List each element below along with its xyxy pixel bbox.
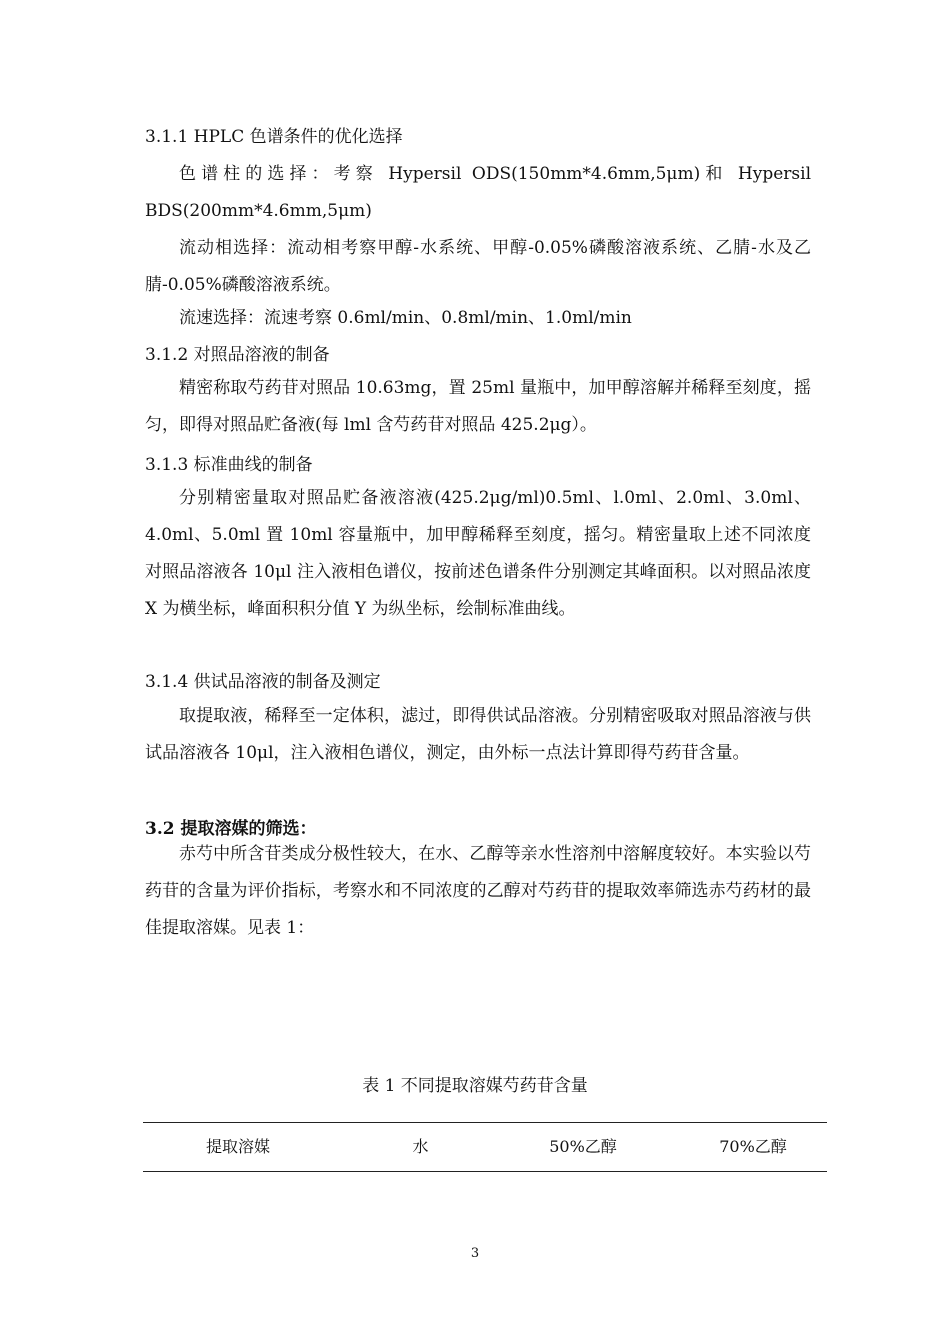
paragraph-solvent-screening: 赤芍中所含苷类成分极性较大，在水、乙醇等亲水性溶剂中溶解度较好。本实验以芍药苷的含量为评价指标，考察水和不同浓度的乙醇对芍药苷的提取效率筛选赤芍药材的最佳提取溶媒。见表 1： <box>145 844 811 938</box>
page-number: 3 <box>470 1246 480 1261</box>
paragraph-reference-solution: 精密称取芍药苷对照品 10.63mg，置 25ml 量瓶中，加甲醇溶解并稀释至刻度，摇匀，即得对照品贮备液(每 lml 含芍药苷对照品 425.2μg）。 <box>145 378 811 435</box>
heading-3-1-1: 3.1.1 HPLC 色谱条件的优化选择 <box>145 127 403 147</box>
table-caption: 表 1 不同提取溶媒芍药苷含量 <box>362 1076 588 1096</box>
heading-3-1-4: 3.1.4 供试品溶液的制备及测定 <box>145 672 381 692</box>
paragraph-flow-rate: 流速选择：流速考察 0.6ml/min、0.8ml/min、1.0ml/min <box>179 308 632 328</box>
table-header-ethanol-50: 50%乙醇 <box>549 1137 617 1156</box>
table-header-solvent: 提取溶媒 <box>205 1137 270 1156</box>
heading-3-2: 3.2 提取溶媒的筛选： <box>145 819 317 839</box>
data-table <box>143 1122 827 1172</box>
paragraph-standard-curve: 分别精密量取对照品贮备液溶液(425.2μg/ml)0.5ml、l.0ml、2.0ml、3.0ml、4.0ml、5.0ml 置 10ml 容量瓶中，加甲醇稀释至刻度，摇匀。精密量取上述不同浓度对照品溶液各 10μl 注入液相色谱仪，按前述色谱条件分别测定其峰面积。以对照品浓度 X 为横坐标，峰面积积分值 Y 为纵坐标，绘制标准曲线。 <box>145 488 811 619</box>
table-header-ethanol-70: 70%乙醇 <box>719 1137 787 1156</box>
paragraph-sample-solution: 取提取液，稀释至一定体积，滤过，即得供试品溶液。分别精密吸取对照品溶液与供试品溶液各 10μl，注入液相色谱仪，测定，由外标一点法计算即得芍药苷含量。 <box>145 706 811 763</box>
paragraph-mobile-phase: 流动相选择：流动相考察甲醇-水系统、甲醇-0.05%磷酸溶液系统、乙腈-水及乙腈-0.05%磷酸溶液系统。 <box>145 238 811 295</box>
paragraph-column-selection: 色谱柱的选择：考察 Hypersil ODS(150mm*4.6mm,5μm)和 Hypersil BDS(200mm*4.6mm,5μm) <box>145 164 811 221</box>
table-header-water: 水 <box>412 1137 429 1156</box>
heading-3-1-3: 3.1.3 标准曲线的制备 <box>145 455 313 475</box>
heading-3-1-2: 3.1.2 对照品溶液的制备 <box>145 345 330 365</box>
